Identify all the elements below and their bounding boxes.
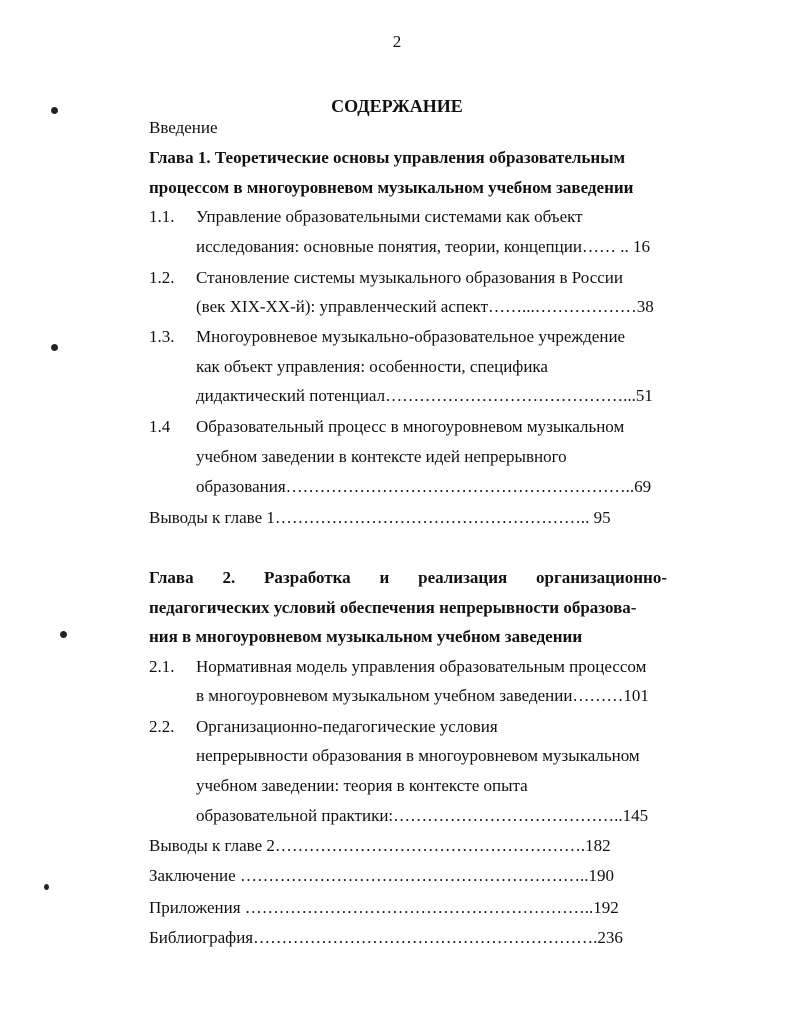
toc-item-line: как объект управления: особенности, специфика bbox=[196, 357, 548, 376]
toc-conclusion: Заключение ……………………………………………………..190 bbox=[149, 866, 614, 885]
toc-item-number: 1.3. bbox=[149, 327, 175, 346]
toc-item-line: Становление системы музыкального образования в России bbox=[196, 268, 623, 287]
chapter2-heading-line2: педагогических условий обеспечения непрерывности образова- bbox=[149, 598, 637, 617]
toc-item-number: 2.1. bbox=[149, 657, 175, 676]
chapter2-conclusions: Выводы к главе 2……………………………………………….182 bbox=[149, 836, 611, 855]
page-title: СОДЕРЖАНИЕ bbox=[331, 96, 463, 116]
chapter1-conclusions: Выводы к главе 1……………………………………………….. 95 bbox=[149, 508, 611, 527]
toc-item-number: 2.2. bbox=[149, 717, 175, 736]
toc-item-line: образовательной практики:…………………………………..145 bbox=[196, 806, 649, 825]
toc-item-number: 1.4 bbox=[149, 417, 171, 436]
toc-item-line: Организационно-педагогические условия bbox=[196, 717, 498, 736]
chapter2-heading-line3: ния в многоуровневом музыкальном учебном заведении bbox=[149, 627, 583, 646]
chapter1-heading-line1: Глава 1. Теоретические основы управления образовательным bbox=[149, 148, 626, 167]
toc-item-line: Нормативная модель управления образовательным процессом bbox=[196, 657, 647, 676]
page-number: 2 bbox=[392, 32, 402, 51]
toc-item-line: учебном заведении в контексте идей непрерывного bbox=[196, 447, 567, 466]
toc-item-line: Управление образовательными системами как объект bbox=[196, 207, 583, 226]
toc-item-number: 1.2. bbox=[149, 268, 175, 287]
toc-appendix: Приложения ……………………………………………………..192 bbox=[149, 898, 619, 917]
toc-item-line: в многоуровневом музыкальном учебном заведении………101 bbox=[196, 686, 649, 705]
toc-intro: Введение bbox=[149, 118, 218, 137]
toc-item-line: Многоуровневое музыкально-образовательное учреждение bbox=[196, 327, 626, 346]
toc-item-number: 1.1. bbox=[149, 207, 175, 226]
binding-hole-mark bbox=[60, 631, 67, 638]
toc-item-line: непрерывности образования в многоуровневом музыкальном bbox=[196, 746, 640, 765]
chapter1-heading-line2: процессом в многоуровневом музыкальном учебном заведении bbox=[149, 178, 634, 197]
toc-item-line: образования……………………………………………………..69 bbox=[196, 477, 652, 496]
toc-item-line: Образовательный процесс в многоуровневом музыкальном bbox=[196, 417, 625, 436]
binding-hole-mark bbox=[51, 344, 58, 351]
toc-item-line: исследования: основные понятия, теории, концепции…… .. 16 bbox=[196, 237, 650, 256]
toc-bibliography: Библиография…………………………………………………….236 bbox=[149, 928, 623, 947]
binding-hole-mark bbox=[44, 884, 49, 890]
toc-item-line: учебном заведении: теория в контексте опыта bbox=[196, 776, 528, 795]
chapter2-heading-line1: Глава 2. Разработка и реализация организационно- bbox=[149, 568, 667, 587]
toc-item-line: дидактический потенциал……………………………………...51 bbox=[196, 386, 653, 405]
toc-item-line: (век XIX-XX-й): управленческий аспект……...………………38 bbox=[196, 297, 654, 316]
